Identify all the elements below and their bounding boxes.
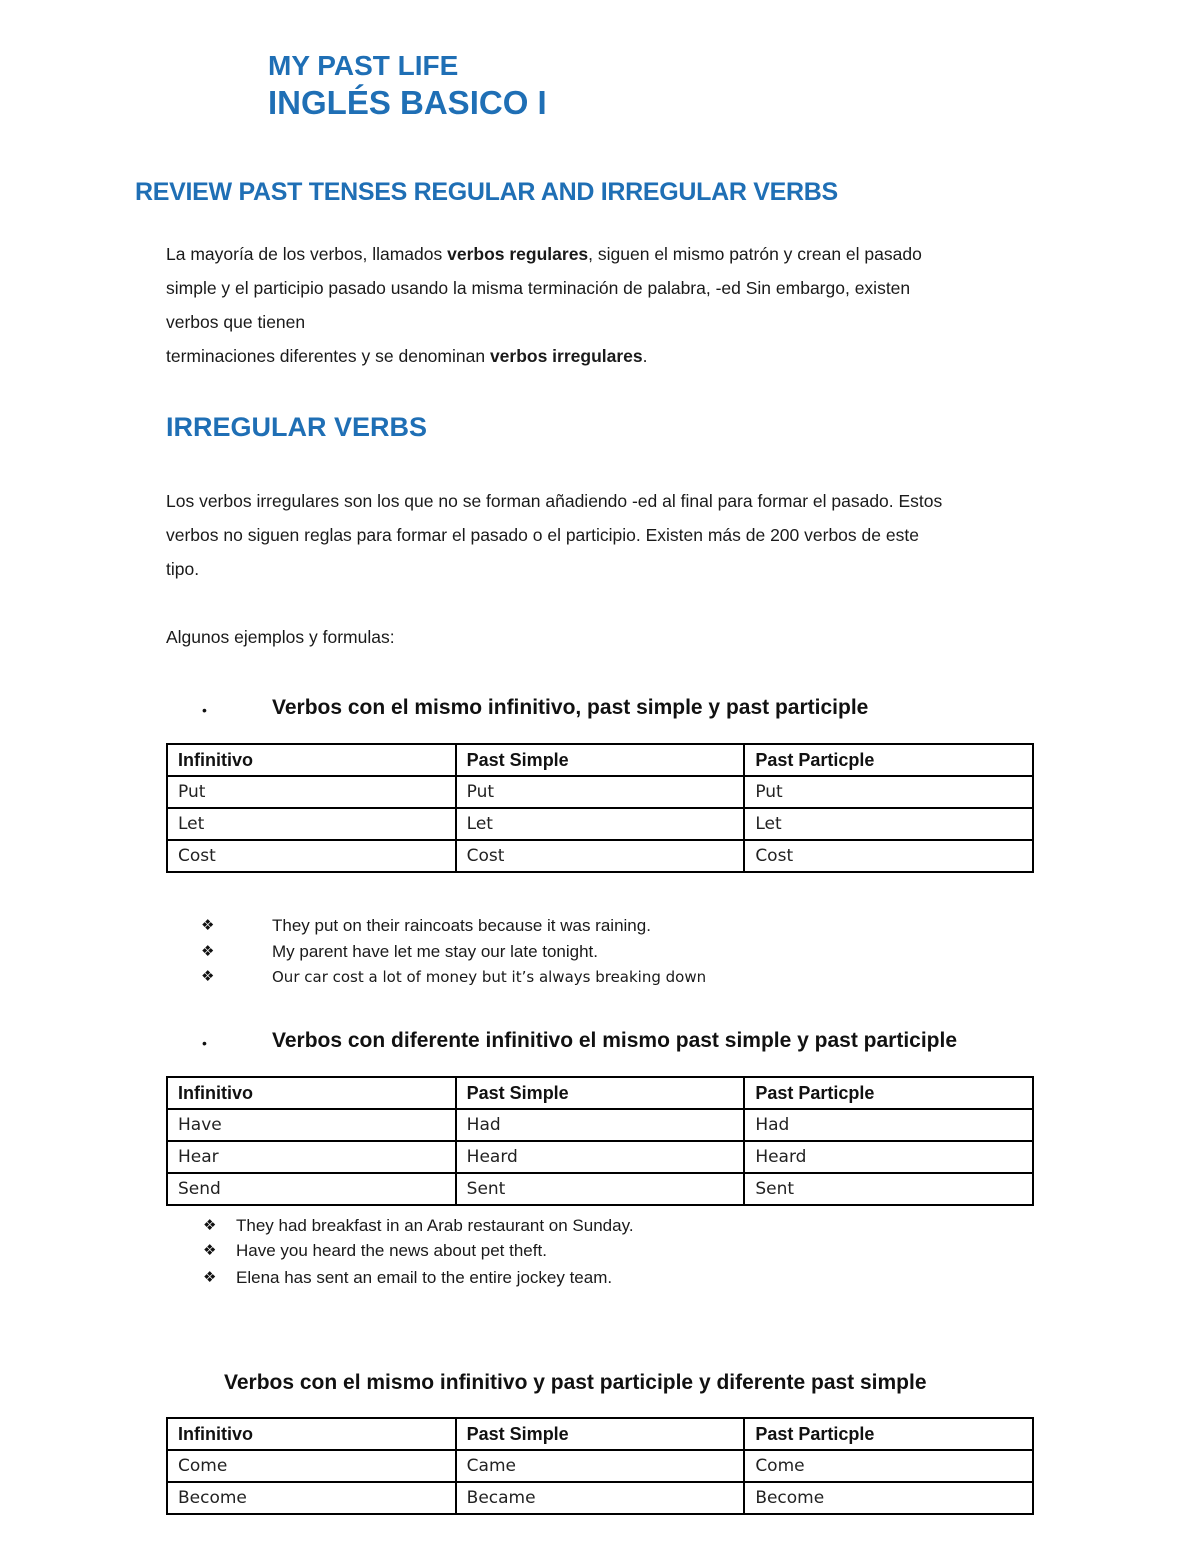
- review-heading: REVIEW PAST TENSES REGULAR AND IRREGULAR VERBS: [135, 178, 838, 206]
- table-cell: Cost: [456, 840, 745, 872]
- table-cell: Let: [456, 808, 745, 840]
- table-header-row: [167, 1077, 1033, 1109]
- column-header: Past Particple: [744, 744, 1033, 776]
- column-header: Past Simple: [456, 1418, 745, 1450]
- column-header: Infinitivo: [167, 744, 456, 776]
- table-cell: Let: [744, 808, 1033, 840]
- bullet-icon: •: [202, 702, 207, 718]
- document-title: MY PAST LIFE: [268, 50, 459, 81]
- column-header: Past Simple: [456, 1077, 745, 1109]
- example-sentence: They had breakfast in an Arab restaurant on Sunday.: [236, 1216, 634, 1235]
- example-sentence: They put on their raincoats because it was raining.: [272, 916, 651, 935]
- table-cell: Cost: [744, 840, 1033, 872]
- irregular-line: Los verbos irregulares son los que no se forman añadiendo -ed al final para formar el pasado. Estos: [166, 491, 943, 511]
- section-3-title: Verbos con el mismo infinitivo y past participle y diferente past simple: [224, 1371, 927, 1394]
- irregular-line: tipo.: [166, 559, 200, 579]
- table-cell: Put: [744, 776, 1033, 808]
- review-line-1: [166, 237, 922, 271]
- section-2-title: Verbos con diferente infinitivo el mismo past simple y past participle: [272, 1029, 958, 1052]
- table-cell: Put: [167, 776, 456, 808]
- column-header: Past Particple: [744, 1418, 1033, 1450]
- table-cell: Became: [456, 1482, 745, 1514]
- table-row: [167, 808, 1033, 840]
- review-text: La mayoría de los verbos, llamados: [166, 244, 448, 264]
- table-cell: Come: [167, 1450, 456, 1482]
- verbs-table-1: [166, 743, 1034, 873]
- table-cell: Heard: [744, 1141, 1033, 1173]
- example-sentence: Elena has sent an email to the entire jockey team.: [236, 1268, 613, 1287]
- table-cell: Put: [456, 776, 745, 808]
- diamond-bullet-icon: ❖: [201, 943, 215, 960]
- table-cell: Send: [167, 1173, 456, 1205]
- example-sentence: Our car cost a lot of money but it’s always breaking down: [272, 968, 707, 986]
- irregular-paragraph: [166, 484, 942, 586]
- table-cell: Hear: [167, 1141, 456, 1173]
- table-cell: Heard: [456, 1141, 745, 1173]
- table-cell: Had: [744, 1109, 1033, 1141]
- review-bold-term: verbos irregulares: [489, 346, 643, 366]
- diamond-bullet-icon: ❖: [201, 968, 215, 985]
- review-line-3: verbos que tienen: [166, 312, 306, 332]
- diamond-bullet-icon: ❖: [203, 1242, 217, 1259]
- examples-intro: Algunos ejemplos y formulas:: [166, 627, 395, 647]
- table-cell: Sent: [456, 1173, 745, 1205]
- irregular-line: verbos no siguen reglas para formar el pasado o el participio. Existen más de 200 verbos de este: [166, 525, 919, 545]
- column-header: Past Simple: [456, 744, 745, 776]
- table-cell: Come: [744, 1450, 1033, 1482]
- column-header: Infinitivo: [167, 1418, 456, 1450]
- table-cell: Cost: [167, 840, 456, 872]
- diamond-bullet-icon: ❖: [201, 917, 215, 934]
- verbs-table-3: [166, 1417, 1034, 1515]
- verbs-table-2: [166, 1076, 1034, 1206]
- table-cell: Sent: [744, 1173, 1033, 1205]
- diamond-bullet-icon: ❖: [203, 1269, 217, 1286]
- review-text: .: [642, 346, 648, 366]
- review-bold-term: verbos regulares: [447, 244, 589, 264]
- section-1-title: Verbos con el mismo infinitivo, past simple y past participle: [272, 696, 869, 719]
- table-cell: Had: [456, 1109, 745, 1141]
- review-paragraph: [166, 237, 922, 373]
- table-row: [167, 1482, 1033, 1514]
- review-line-2: simple y el participio pasado usando la misma terminación de palabra, -ed Sin embargo, existen: [166, 278, 911, 298]
- review-text: terminaciones diferentes y se denominan: [166, 346, 490, 366]
- column-header: Infinitivo: [167, 1077, 456, 1109]
- table-row: [167, 776, 1033, 808]
- table-cell: Came: [456, 1450, 745, 1482]
- bullet-icon: •: [202, 1035, 207, 1051]
- table-row: [167, 1109, 1033, 1141]
- example-sentence: My parent have let me stay our late tonight.: [272, 942, 599, 961]
- table-header-row: [167, 744, 1033, 776]
- table-cell: Become: [167, 1482, 456, 1514]
- table-row: [167, 1141, 1033, 1173]
- table-cell: Become: [744, 1482, 1033, 1514]
- review-line-4: [166, 339, 922, 373]
- example-sentence: Have you heard the news about pet theft.: [236, 1241, 547, 1260]
- review-text: , siguen el mismo patrón y crean el pasado: [588, 244, 922, 264]
- table-row: [167, 1173, 1033, 1205]
- irregular-heading: IRREGULAR VERBS: [166, 412, 428, 442]
- table-row: [167, 1450, 1033, 1482]
- table-cell: Let: [167, 808, 456, 840]
- column-header: Past Particple: [744, 1077, 1033, 1109]
- table-header-row: [167, 1418, 1033, 1450]
- document-subtitle: INGLÉS BASICO I: [268, 84, 547, 121]
- table-cell: Have: [167, 1109, 456, 1141]
- table-row: [167, 840, 1033, 872]
- diamond-bullet-icon: ❖: [203, 1217, 217, 1234]
